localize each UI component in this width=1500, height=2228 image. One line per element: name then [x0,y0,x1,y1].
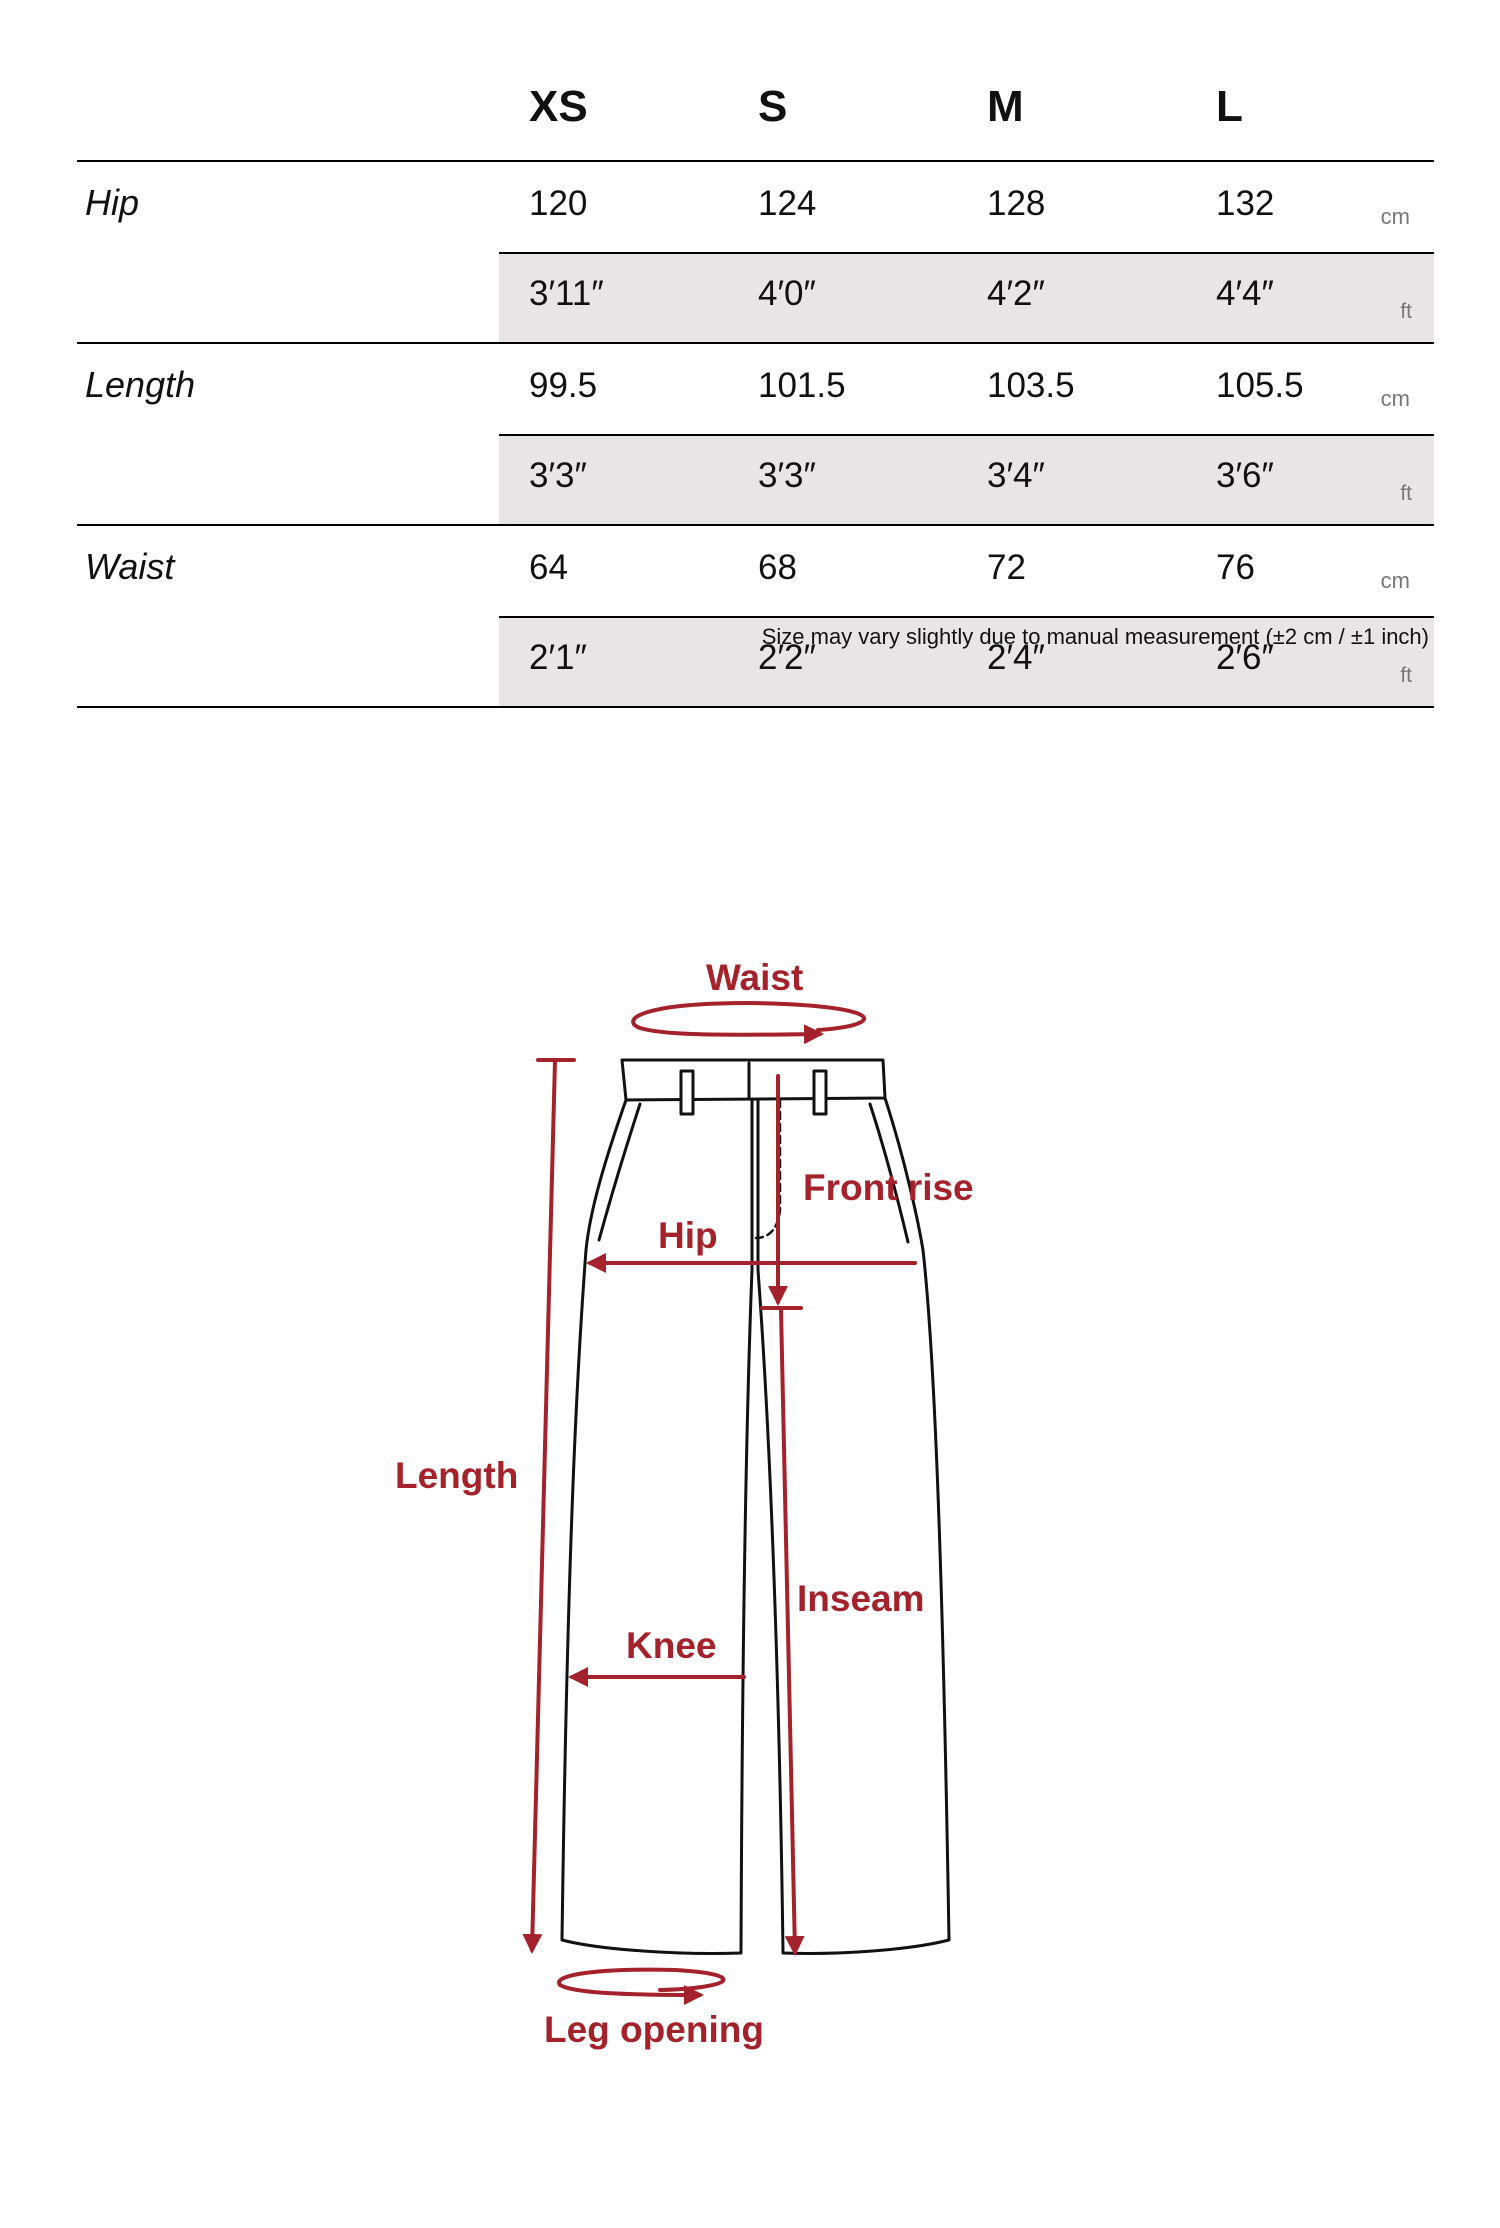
unit-label-cm: cm [1380,386,1410,411]
front-rise-label: Front rise [803,1167,974,1208]
measure-label: Waist [85,546,175,587]
measure-label: Length [85,364,196,405]
value-cell: 101.5 [758,366,846,405]
value-cell: 72 [987,548,1026,587]
value-cell: 2′4″ [987,638,1045,677]
value-cell: 3′4″ [987,456,1045,495]
measurement-arrows [532,1003,915,1995]
value-cell: 4′4″ [1216,274,1274,313]
value-cell: 105.5 [1216,366,1304,405]
unit-label-ft: ft [1400,664,1412,687]
measure-label: Hip [85,182,140,223]
size-header-l: L [1216,82,1243,131]
unit-label-cm: cm [1380,568,1410,593]
value-cell: 3′3″ [529,456,587,495]
value-cell: 68 [758,548,797,587]
value-cell: 120 [529,184,588,223]
size-header-s: S [758,82,788,131]
value-cell: 2′6″ [1216,638,1274,677]
measurement-note: Size may vary slightly due to manual measurement (±2 cm / ±1 inch) [761,624,1429,649]
value-cell: 3′11″ [529,274,604,313]
value-cell: 2′1″ [529,638,587,677]
value-cell: 99.5 [529,366,598,405]
size-header-xs: XS [529,82,588,131]
waist-arrow [633,1003,864,1035]
inseam-label: Inseam [797,1578,925,1619]
unit-label-ft: ft [1400,300,1412,323]
knee-label: Knee [626,1625,717,1666]
length-arrow [532,1060,555,1950]
hip-label: Hip [658,1215,718,1256]
unit-label-ft: ft [1400,482,1412,505]
waist-label: Waist [706,957,804,998]
value-cell: 128 [987,184,1046,223]
leg-opening-label: Leg opening [544,2009,764,2050]
unit-label-cm: cm [1380,204,1410,229]
value-cell: 132 [1216,184,1275,223]
value-cell: 3′3″ [758,456,816,495]
value-cell: 3′6″ [1216,456,1274,495]
length-label: Length [395,1455,519,1496]
inseam-arrow [781,1310,795,1952]
value-cell: 2′2″ [758,638,816,677]
value-cell: 64 [529,548,568,587]
value-cell: 76 [1216,548,1255,587]
value-cell: 4′2″ [987,274,1045,313]
value-cell: 103.5 [987,366,1075,405]
size-header-m: M [987,82,1024,131]
leg-opening-arrow [559,1970,724,1995]
value-cell: 124 [758,184,817,223]
value-cell: 4′0″ [758,274,816,313]
